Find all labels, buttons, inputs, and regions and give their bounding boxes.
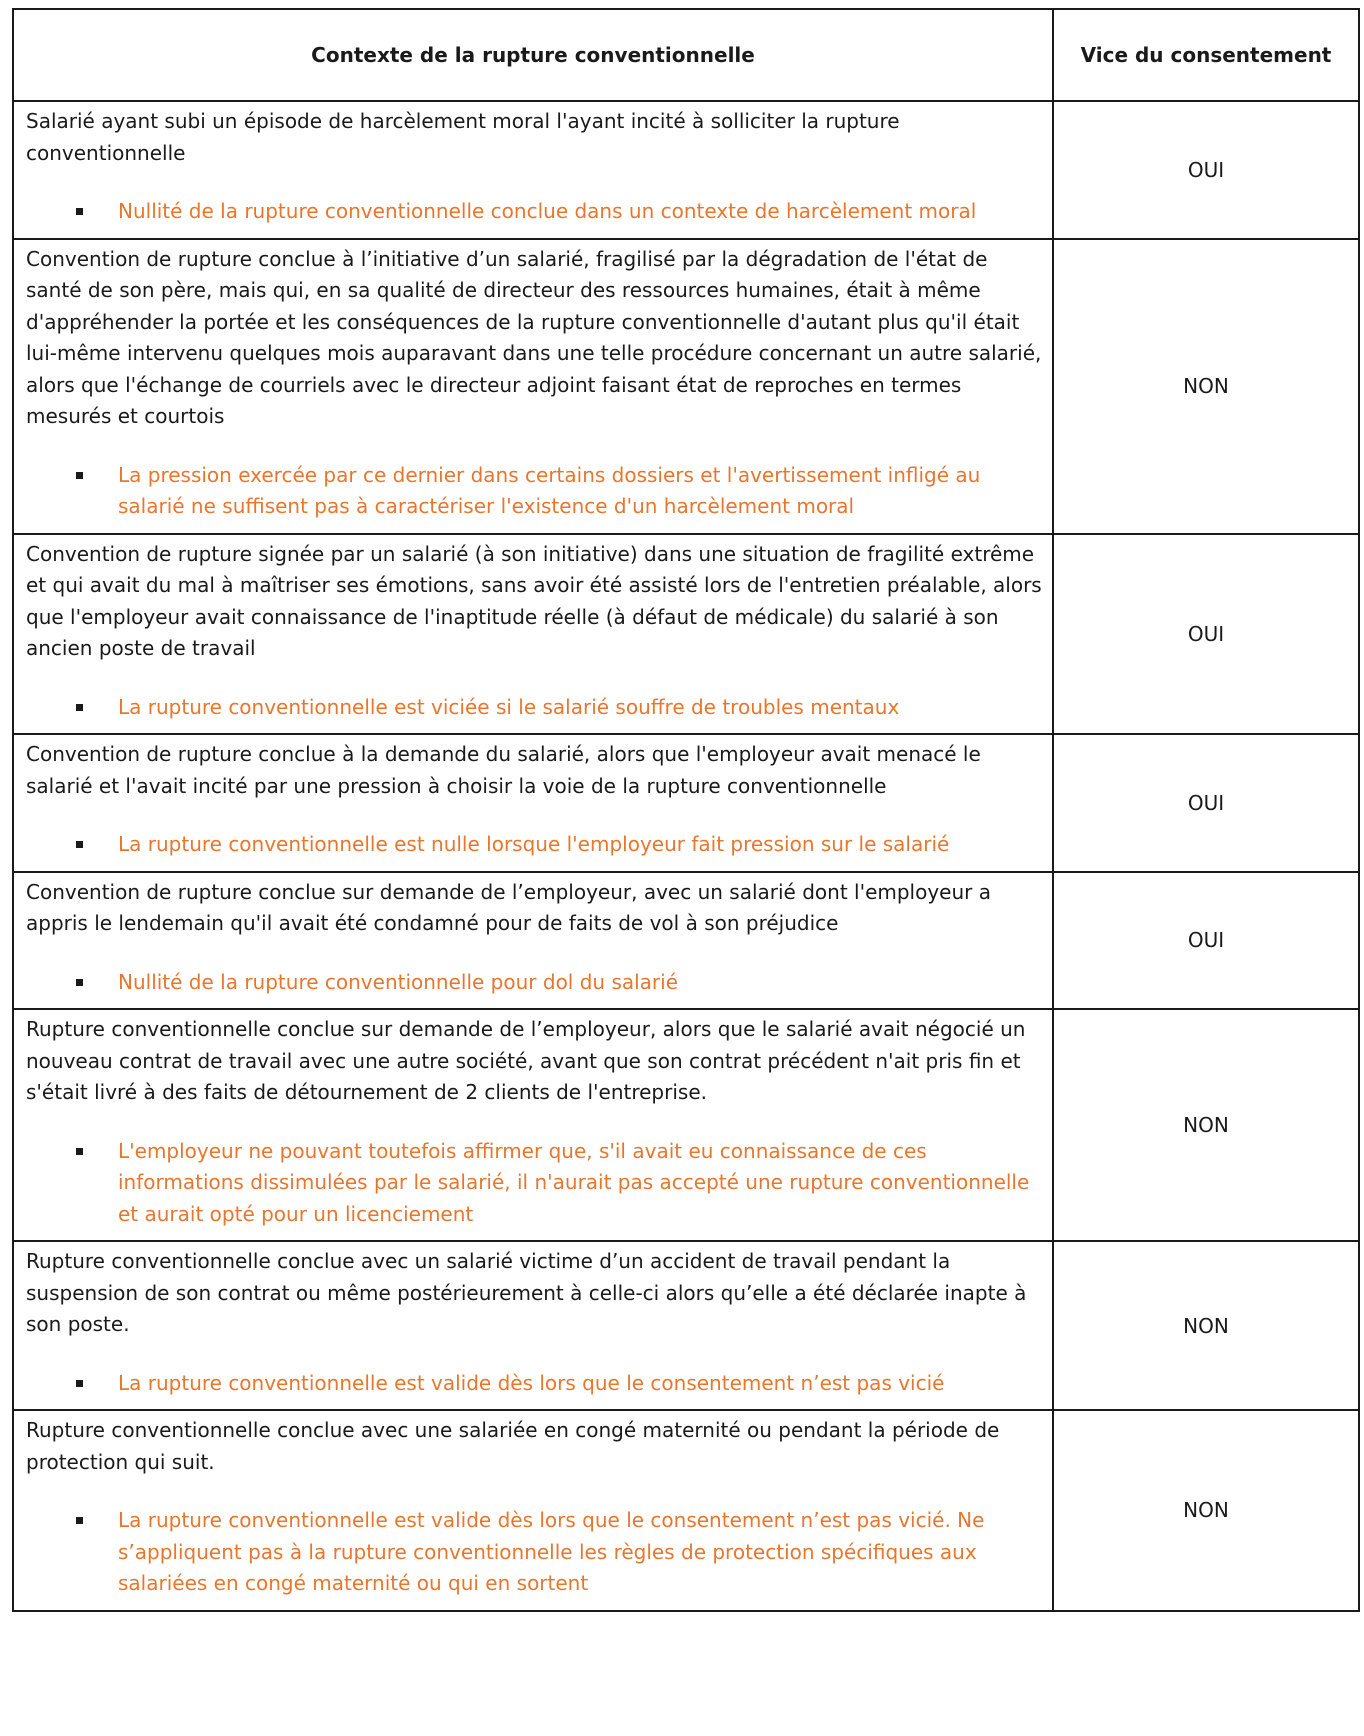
context-cell	[13, 1009, 1053, 1241]
header-row	[13, 9, 1359, 101]
table-row	[13, 1241, 1359, 1410]
table-row	[13, 1009, 1359, 1241]
vice-cell: NON	[1053, 1241, 1359, 1410]
vice-cell: NON	[1053, 1410, 1359, 1611]
note-item: Nullité de la rupture conventionnelle conclue dans un contexte de harcèlement moral	[118, 196, 1042, 228]
context-cell	[13, 101, 1053, 239]
context-text: Convention de rupture signée par un salarié (à son initiative) dans une situation de fragilité extrême et qui avait du mal à maîtriser ses émotions, sans avoir été assisté lors de l'entretien préalable, alors que l'employeur avait connaissance de l'inaptitude réelle (à défaut de médicale) du salarié à son ancien poste de travail	[26, 541, 1042, 660]
context-text: Salarié ayant subi un épisode de harcèlement moral l'ayant incité à solliciter la rupture conventionnelle	[26, 109, 900, 165]
context-text: Convention de rupture conclue à la demande du salarié, alors que l'employeur avait menacé le salarié et l'avait incité par une pression à choisir la voie de la rupture conventionnelle	[26, 742, 981, 798]
note-item: Nullité de la rupture conventionnelle pour dol du salarié	[118, 967, 1042, 999]
note-list	[26, 1368, 1042, 1400]
context-cell	[13, 1241, 1053, 1410]
note-list	[26, 196, 1042, 228]
table-row	[13, 1410, 1359, 1611]
header-vice: Vice du consentement	[1053, 9, 1359, 101]
table-row	[13, 239, 1359, 534]
vice-cell: OUI	[1053, 734, 1359, 872]
note-item: La pression exercée par ce dernier dans certains dossiers et l'avertissement infligé au salarié ne suffisent pas à caractériser l'existence d'un harcèlement moral	[118, 460, 1042, 523]
vice-cell: OUI	[1053, 872, 1359, 1010]
note-item: La rupture conventionnelle est valide dès lors que le consentement n’est pas vicié. Ne s’appliquent pas à la rupture conventionnelle les règles de protection spécifiques aux salariées en congé maternité ou qui en sortent	[118, 1505, 1042, 1600]
table-row	[13, 101, 1359, 239]
table-row	[13, 734, 1359, 872]
context-text: Rupture conventionnelle conclue avec un salarié victime d’un accident de travail pendant la suspension de son contrat ou même postérieurement à celle-ci alors qu’elle a été déclarée inapte à son poste.	[26, 1249, 1027, 1336]
context-cell	[13, 534, 1053, 735]
vice-cell: NON	[1053, 1009, 1359, 1241]
vice-cell: NON	[1053, 239, 1359, 534]
table-row	[13, 534, 1359, 735]
context-cell	[13, 872, 1053, 1010]
document	[12, 8, 1358, 1612]
note-list	[26, 692, 1042, 724]
context-text: Rupture conventionnelle conclue avec une salariée en congé maternité ou pendant la période de protection qui suit.	[26, 1418, 1000, 1474]
note-list	[26, 829, 1042, 861]
header-context: Contexte de la rupture conventionnelle	[13, 9, 1053, 101]
note-item: L'employeur ne pouvant toutefois affirmer que, s'il avait eu connaissance de ces informations dissimulées par le salarié, il n'aurait pas accepté une rupture conventionnelle et aurait opté pour un licenciement	[118, 1136, 1042, 1231]
vice-cell: OUI	[1053, 534, 1359, 735]
note-item: La rupture conventionnelle est nulle lorsque l'employeur fait pression sur le salarié	[118, 829, 1042, 861]
note-list	[26, 967, 1042, 999]
context-text: Rupture conventionnelle conclue sur demande de l’employeur, alors que le salarié avait négocié un nouveau contrat de travail avec une autre société, avant que son contrat précédent n'ait pris fin et s'était livré à des faits de détournement de 2 clients de l'entreprise.	[26, 1017, 1026, 1104]
note-list	[26, 460, 1042, 523]
context-cell	[13, 239, 1053, 534]
vice-cell: OUI	[1053, 101, 1359, 239]
context-text: Convention de rupture conclue à l’initiative d’un salarié, fragilisé par la dégradation de l'état de santé de son père, mais qui, en sa qualité de directeur des ressources humaines, était à même d'appréhender la portée et les conséquences de la rupture conventionnelle d'autant plus qu'il était lui-même intervenu quelques mois auparavant dans une telle procédure concernant un autre salarié, alors que l'échange de courriels avec le directeur adjoint faisant état de reproches en termes mesurés et courtois	[26, 246, 1042, 428]
consent-table	[12, 8, 1360, 1612]
table-row	[13, 872, 1359, 1010]
note-list	[26, 1136, 1042, 1231]
context-text: Convention de rupture conclue sur demande de l’employeur, avec un salarié dont l'employeur a appris le lendemain qu'il avait été condamné pour de faits de vol à son préjudice	[26, 879, 991, 935]
note-item: La rupture conventionnelle est valide dès lors que le consentement n’est pas vicié	[118, 1368, 1042, 1400]
note-item: La rupture conventionnelle est viciée si le salarié souffre de troubles mentaux	[118, 692, 1042, 724]
note-list	[26, 1505, 1042, 1600]
context-cell	[13, 1410, 1053, 1611]
context-cell	[13, 734, 1053, 872]
